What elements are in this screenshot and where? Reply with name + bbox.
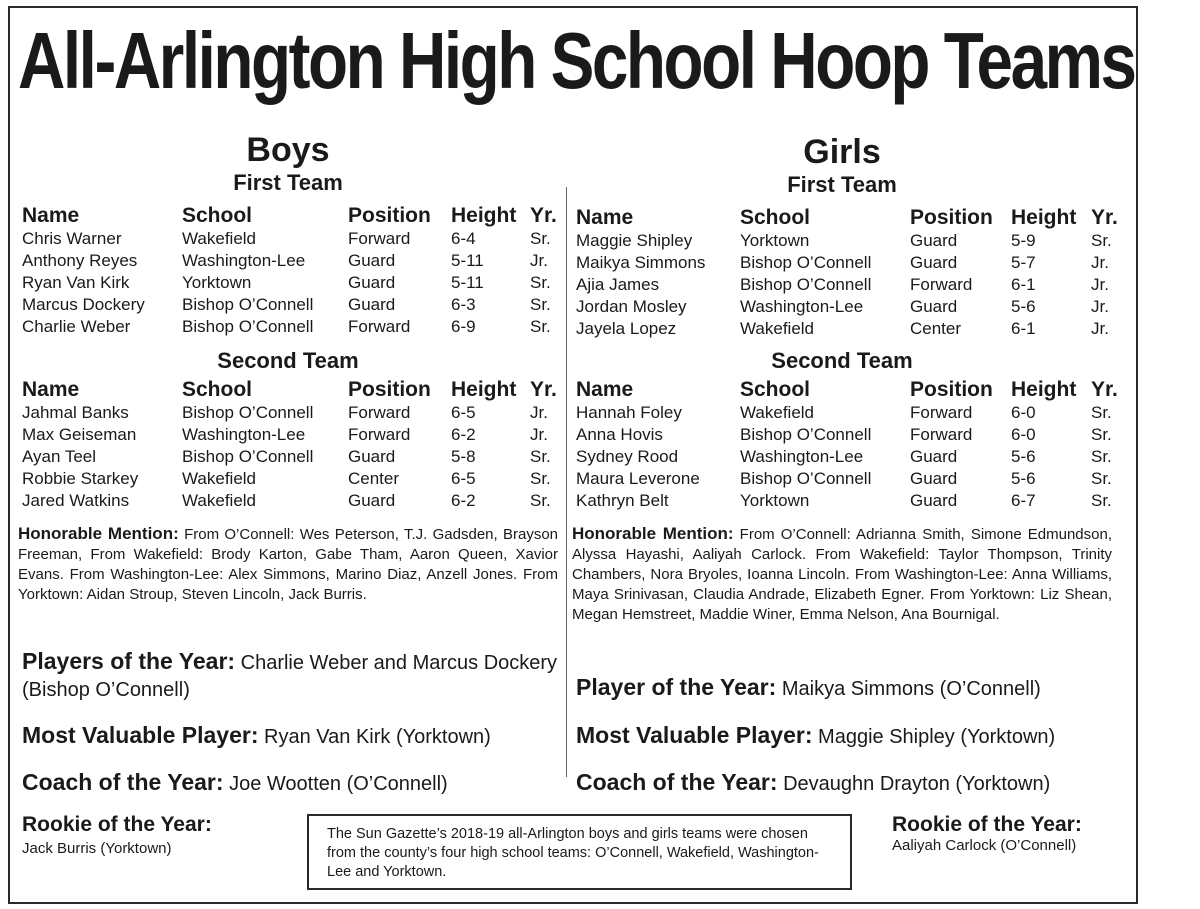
player-school: Bishop O’Connell (740, 425, 872, 444)
table-row (18, 424, 558, 446)
footnote-box (307, 814, 852, 890)
player-year: Sr. (1091, 231, 1112, 250)
player-school: Yorktown (182, 273, 252, 292)
column-header-name: Name (22, 204, 80, 227)
player-year: Sr. (1091, 447, 1112, 466)
column-header-year: Yr. (1091, 206, 1118, 229)
player-school: Bishop O’Connell (182, 317, 314, 336)
player-year: Jr. (1091, 275, 1109, 294)
player-school: Washington-Lee (740, 297, 864, 316)
player-position: Guard (348, 491, 396, 510)
award-value: Charlie Weber and Marcus Dockery (Bishop O’Connell) (22, 652, 558, 701)
player-name: Sydney Rood (576, 447, 679, 466)
player-name: Max Geiseman (22, 425, 137, 444)
column-header-height: Height (451, 378, 517, 401)
player-position: Forward (348, 425, 411, 444)
player-position: Guard (910, 469, 958, 488)
player-school: Washington-Lee (182, 251, 306, 270)
player-school: Bishop O’Connell (182, 295, 314, 314)
player-school: Bishop O’Connell (182, 447, 314, 466)
player-name: Ryan Van Kirk (22, 273, 130, 292)
player-height: 5-8 (451, 447, 476, 466)
player-position: Guard (910, 447, 958, 466)
table-row (18, 294, 558, 316)
boys-mvp (22, 722, 491, 751)
player-school: Bishop O’Connell (740, 469, 872, 488)
player-name: Marcus Dockery (22, 295, 145, 314)
player-name: Chris Warner (22, 229, 122, 248)
table-row (18, 490, 558, 512)
player-name: Robbie Starkey (22, 469, 139, 488)
award-label: Coach of the Year: (22, 769, 224, 795)
player-height: 5-6 (1011, 469, 1036, 488)
table-row (572, 468, 1112, 490)
player-height: 6-5 (451, 469, 476, 488)
award-label: Most Valuable Player: (22, 722, 259, 748)
award-value: Maikya Simmons (O’Connell) (781, 678, 1041, 700)
player-year: Jr. (1091, 253, 1109, 272)
player-year: Sr. (530, 469, 551, 488)
award-label: Coach of the Year: (576, 769, 778, 795)
player-name: Jahmal Banks (22, 403, 129, 422)
column-header-height: Height (1011, 206, 1077, 229)
column-header-name: Name (22, 378, 80, 401)
boys-rookie-label: Rookie of the Year: (22, 813, 212, 836)
girls-first-team-heading: First Team (787, 172, 897, 197)
column-header-position: Position (910, 206, 993, 229)
player-name: Maura Leverone (576, 469, 700, 488)
girls-coach-of-year (576, 769, 1050, 798)
table-row (572, 296, 1112, 318)
award-value: Maggie Shipley (Yorktown) (818, 726, 1056, 748)
award-label: Player of the Year: (576, 674, 777, 700)
player-year: Sr. (530, 295, 551, 314)
player-name: Maggie Shipley (576, 231, 693, 250)
honorable-mention-text: From O’Connell: Wes Peterson, T.J. Gadsden, Brayson Freeman, From Wakefield: Brody Karton, Gabe Tham, Aaron Queen, Xavior Evans. From Washington-Lee: Alex Simmons, Marino Diaz, Anzell Jones. From Yorktown: Aidan Stroup, Steven Lincoln, Jack Burris. (18, 526, 558, 603)
player-year: Sr. (1091, 403, 1112, 422)
player-name: Jayela Lopez (576, 319, 677, 338)
column-header-school: School (740, 206, 811, 229)
column-header-school: School (182, 204, 253, 227)
column-header-name: Name (576, 206, 634, 229)
table-row (572, 252, 1112, 274)
girls-second-team-table (572, 378, 1118, 512)
player-name: Ajia James (576, 275, 660, 294)
player-position: Forward (910, 403, 973, 422)
player-year: Sr. (530, 273, 551, 292)
player-height: 6-0 (1011, 425, 1036, 444)
table-row (572, 274, 1112, 296)
player-year: Sr. (1091, 469, 1112, 488)
table-header (18, 204, 558, 228)
player-school: Wakefield (182, 491, 257, 510)
player-height: 6-5 (451, 403, 476, 422)
girls-heading: Girls (803, 133, 881, 171)
player-school: Wakefield (740, 319, 815, 338)
player-school: Wakefield (740, 403, 815, 422)
table-header (572, 378, 1118, 402)
table-header (572, 206, 1118, 230)
player-height: 5-6 (1011, 297, 1036, 316)
honorable-mention-label: Honorable Mention: (572, 524, 734, 543)
table-row (18, 250, 558, 272)
player-position: Guard (348, 295, 396, 314)
player-position: Guard (910, 253, 958, 272)
player-position: Guard (348, 447, 396, 466)
award-value: Ryan Van Kirk (Yorktown) (264, 726, 491, 748)
boys-second-team-table (18, 378, 558, 512)
column-header-position: Position (348, 378, 431, 401)
column-header-year: Yr. (530, 378, 557, 401)
player-name: Jordan Mosley (576, 297, 687, 316)
player-year: Sr. (530, 447, 551, 466)
player-height: 5-9 (1011, 231, 1036, 250)
player-position: Center (348, 469, 400, 488)
boys-first-team-table (18, 204, 558, 338)
column-header-height: Height (451, 204, 517, 227)
player-year: Jr. (1091, 297, 1109, 316)
player-position: Forward (348, 229, 411, 248)
player-school: Washington-Lee (182, 425, 306, 444)
player-height: 6-2 (451, 425, 476, 444)
column-header-name: Name (576, 378, 634, 401)
table-row (18, 446, 558, 468)
girls-second-team-heading: Second Team (771, 348, 913, 373)
player-height: 6-1 (1011, 275, 1036, 294)
player-school: Yorktown (740, 231, 810, 250)
table-row (18, 468, 558, 490)
column-header-position: Position (910, 378, 993, 401)
column-header-school: School (182, 378, 253, 401)
player-position: Guard (910, 231, 958, 250)
player-height: 5-11 (451, 251, 484, 270)
player-school: Bishop O’Connell (740, 253, 872, 272)
honorable-mention-text: From O’Connell: Adrianna Smith, Simone Edmundson, Alyssa Hayashi, Aaliyah Carlock. From Wakefield: Taylor Thompson, Trinity Chambers, Nora Bryoles, Ioanna Lincoln. From Washington-Lee: Anna Williams, Maya Srinivasan, Claudia Andrade, Elizabeth Egner. From Yorktown: Liz Shean, Megan Hemstreet, Maddie Winer, Emma Nelson, Ana Bournigal. (572, 526, 1112, 623)
table-row (572, 424, 1112, 446)
player-height: 6-1 (1011, 319, 1036, 338)
award-value: Devaughn Drayton (Yorktown) (783, 773, 1051, 795)
player-height: 6-0 (1011, 403, 1036, 422)
player-year: Jr. (530, 251, 548, 270)
girls-column (572, 130, 1118, 625)
player-school: Bishop O’Connell (182, 403, 314, 422)
player-year: Sr. (530, 229, 551, 248)
boys-honorable-mention (18, 524, 558, 605)
player-position: Forward (348, 403, 411, 422)
table-row (572, 446, 1112, 468)
award-value: Joe Wootten (O’Connell) (229, 773, 448, 795)
player-height: 6-7 (1011, 491, 1036, 510)
boys-players-of-year (22, 648, 562, 704)
table-row (572, 230, 1112, 252)
player-name: Anthony Reyes (22, 251, 138, 270)
boys-rookie-value: Jack Burris (Yorktown) (22, 840, 172, 857)
boys-second-team-heading: Second Team (217, 348, 359, 373)
player-school: Yorktown (740, 491, 810, 510)
player-year: Jr. (530, 403, 548, 422)
boys-coach-of-year (22, 769, 448, 798)
girls-honorable-mention (572, 524, 1112, 625)
player-height: 6-4 (451, 229, 476, 248)
player-height: 5-11 (451, 273, 484, 292)
table-row (572, 490, 1112, 512)
player-name: Maikya Simmons (576, 253, 706, 272)
girls-mvp (576, 722, 1055, 751)
table-row (18, 228, 558, 250)
player-name: Kathryn Belt (576, 491, 669, 510)
award-label: Most Valuable Player: (576, 722, 813, 748)
player-name: Anna Hovis (576, 425, 663, 444)
award-label: Players of the Year: (22, 648, 236, 674)
player-school: Wakefield (182, 469, 257, 488)
player-year: Jr. (1091, 319, 1109, 338)
girls-first-team-table (572, 206, 1118, 340)
column-header-school: School (740, 378, 811, 401)
player-position: Guard (348, 251, 396, 270)
player-height: 5-6 (1011, 447, 1036, 466)
table-row (18, 316, 558, 338)
table-row (572, 402, 1112, 424)
player-height: 6-2 (451, 491, 476, 510)
girls-player-of-year (576, 674, 1041, 703)
footnote-text: The Sun Gazette’s 2018-19 all-Arlington boys and girls teams were chosen from the county’s four high school teams: O’Connell, Wakefield, Washington-Lee and Yorktown. (327, 826, 819, 880)
player-height: 6-9 (451, 317, 476, 336)
column-divider (566, 187, 567, 777)
player-position: Forward (910, 275, 973, 294)
table-header (18, 378, 558, 402)
player-year: Sr. (530, 317, 551, 336)
player-year: Sr. (1091, 425, 1112, 444)
player-height: 6-3 (451, 295, 476, 314)
player-name: Ayan Teel (22, 447, 97, 466)
player-position: Guard (348, 273, 396, 292)
boys-first-team-heading: First Team (233, 170, 343, 195)
player-school: Wakefield (182, 229, 257, 248)
column-header-height: Height (1011, 378, 1077, 401)
honorable-mention-label: Honorable Mention: (18, 524, 179, 543)
player-height: 5-7 (1011, 253, 1036, 272)
boys-column (18, 130, 558, 605)
player-position: Guard (910, 297, 958, 316)
player-position: Forward (910, 425, 973, 444)
player-year: Sr. (1091, 491, 1112, 510)
player-position: Center (910, 319, 962, 338)
column-header-year: Yr. (530, 204, 557, 227)
player-name: Hannah Foley (576, 403, 682, 422)
player-name: Charlie Weber (22, 317, 131, 336)
table-row (572, 318, 1112, 340)
girls-rookie-value: Aaliyah Carlock (O’Connell) (892, 837, 1077, 854)
column-header-year: Yr. (1091, 378, 1118, 401)
girls-rookie-label: Rookie of the Year: (892, 813, 1082, 836)
boys-heading: Boys (246, 131, 330, 169)
player-year: Jr. (530, 425, 548, 444)
table-row (18, 402, 558, 424)
column-header-position: Position (348, 204, 431, 227)
player-year: Sr. (530, 491, 551, 510)
page-title: All-Arlington High School Hoop Teams (18, 16, 1135, 105)
player-school: Washington-Lee (740, 447, 864, 466)
player-position: Forward (348, 317, 411, 336)
table-row (18, 272, 558, 294)
player-school: Bishop O’Connell (740, 275, 872, 294)
player-position: Guard (910, 491, 958, 510)
player-name: Jared Watkins (22, 491, 130, 510)
